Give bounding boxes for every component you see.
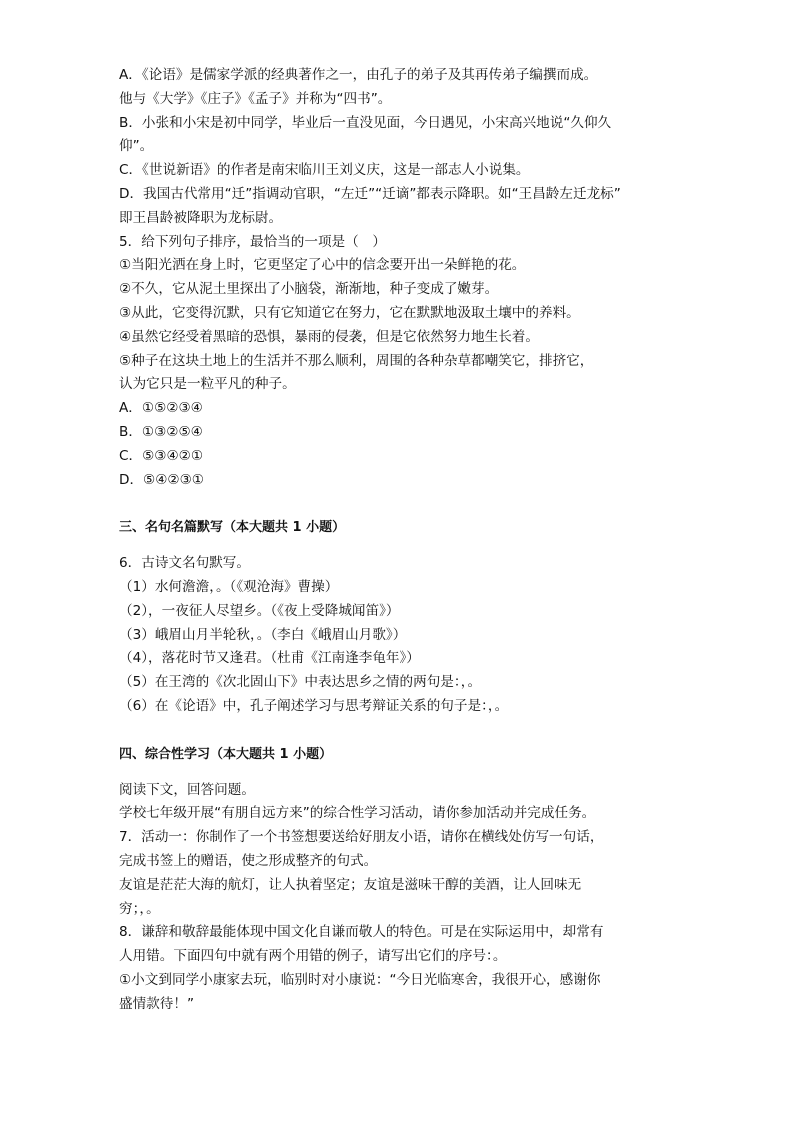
spacer <box>119 767 679 779</box>
q4-option-b-line-2: 仰”。 <box>119 138 154 155</box>
q7-example-line-1: 友谊是茫茫大海的航灯，让人执着坚定；友谊是滋味干醇的美酒，让人回味无 <box>119 876 582 893</box>
q6-item-2: （2），一夜征人尽望乡。（《夜上受降城闻笛》） <box>119 602 400 619</box>
q6-item-3: （3）峨眉山月半轮秋，。（李白《峨眉山月歌》） <box>119 626 407 643</box>
q6-stem: 6．古诗文名句默写。 <box>119 555 250 572</box>
section-3-title: 三、名句名篇默写（本大题共 1 小题） <box>119 520 346 536</box>
q8-sentence-1-line-1: ①小文到同学小康家去玩，临别时对小康说：“今日光临寒舍，我很开心，感谢你 <box>119 971 601 988</box>
question-5 <box>119 231 679 493</box>
q4-option-d-line-2: 即王昌龄被降职为龙标尉。 <box>119 209 283 226</box>
q6-item-1: （1）水何澹澹，。（《观沧海》曹操） <box>119 578 339 595</box>
q5-option-c: C．⑤③④②① <box>119 447 204 464</box>
q5-option-b: B．①③②⑤④ <box>119 423 203 440</box>
q6-item-4: （4），落花时节又逢君。（杜甫《江南逢李龟年》） <box>119 650 420 667</box>
section-4-title: 四、综合性学习（本大题共 1 小题） <box>119 746 333 762</box>
q4-option-a-line-1: A．《论语》是儒家学派的经典著作之一，由孔子的弟子及其再传弟子编撰而成。 <box>119 67 598 83</box>
section-3 <box>119 516 679 718</box>
spacer <box>119 719 679 743</box>
q5-sentence-5-line-2: 认为它只是一粒平凡的种子。 <box>119 376 296 393</box>
q6-item-6: （6）在《论语》中，孔子阐述学习与思考辩证关系的句子是：，。 <box>119 697 509 714</box>
q5-sentence-5-line-1: ⑤种子在这块土地上的生活并不那么顺利，周围的各种杂草都嘲笑它，排挤它， <box>119 352 594 369</box>
section-4-line-1: 阅读下文，回答问题。 <box>119 781 255 798</box>
q4-option-d-line-1: D．我国古代常用“迁”指调动官职，“左迁”“迁谪”都表示降职。如“王昌龄左迁龙标” <box>119 185 621 202</box>
q5-sentence-3: ③从此，它变得沉默，只有它知道它在努力，它在默默地汲取土壤中的养料。 <box>119 304 580 321</box>
section-4-line-2: 学校七年级开展“有朋自远方来”的综合性学习活动，请你参加活动并完成任务。 <box>119 805 596 822</box>
q6-item-5: （5）在王湾的《次北固山下》中表达思乡之情的两句是：，。 <box>119 674 482 691</box>
q7-line-1: 7．活动一：你制作了一个书签想要送给好朋友小语，请你在横线处仿写一句话， <box>119 829 604 846</box>
q5-sentence-4: ④虽然它经受着黑暗的恐惧，暴雨的侵袭，但是它依然努力地生长着。 <box>119 328 539 345</box>
document-page <box>119 64 679 1016</box>
q8-sentence-1-line-2: 盛情款待！” <box>119 995 195 1012</box>
q7-example-line-2: 穷；，。 <box>119 900 160 917</box>
q5-option-a: A．①⑤②③④ <box>119 400 203 417</box>
q8-line-1: 8．谦辞和敬辞最能体现中国文化自谦而敬人的特色。可是在实际运用中，却常有 <box>119 924 604 941</box>
question-4-options <box>119 64 679 231</box>
q5-stem: 5．给下列句子排序，最恰当的一项是（ ） <box>119 233 386 250</box>
q7-line-2: 完成书签上的赠语，使之形成整齐的句式。 <box>119 852 378 869</box>
q8-line-2: 人用错。下面四句中就有两个用错的例子，请写出它们的序号：。 <box>119 948 507 965</box>
q4-option-b-line-1: B．小张和小宋是初中同学，毕业后一直没见面，今日遇见，小宋高兴地说“久仰久 <box>119 114 612 131</box>
q5-option-d: D．⑤④②③① <box>119 471 204 488</box>
q4-option-c: C．《世说新语》的作者是南宋临川王刘义庆，这是一部志人小说集。 <box>119 162 530 179</box>
spacer <box>119 492 679 516</box>
q5-sentence-2: ②不久，它从泥土里探出了小脑袋，渐渐地，种子变成了嫩芽。 <box>119 281 499 298</box>
q4-option-a-line-2: 他与《大学》《庄子》《孟子》并称为“四书”。 <box>119 90 392 107</box>
q5-sentence-1: ①当阳光洒在身上时，它更坚定了心中的信念要开出一朵鲜艳的花。 <box>119 257 526 274</box>
spacer <box>119 540 679 552</box>
section-4 <box>119 743 679 1017</box>
